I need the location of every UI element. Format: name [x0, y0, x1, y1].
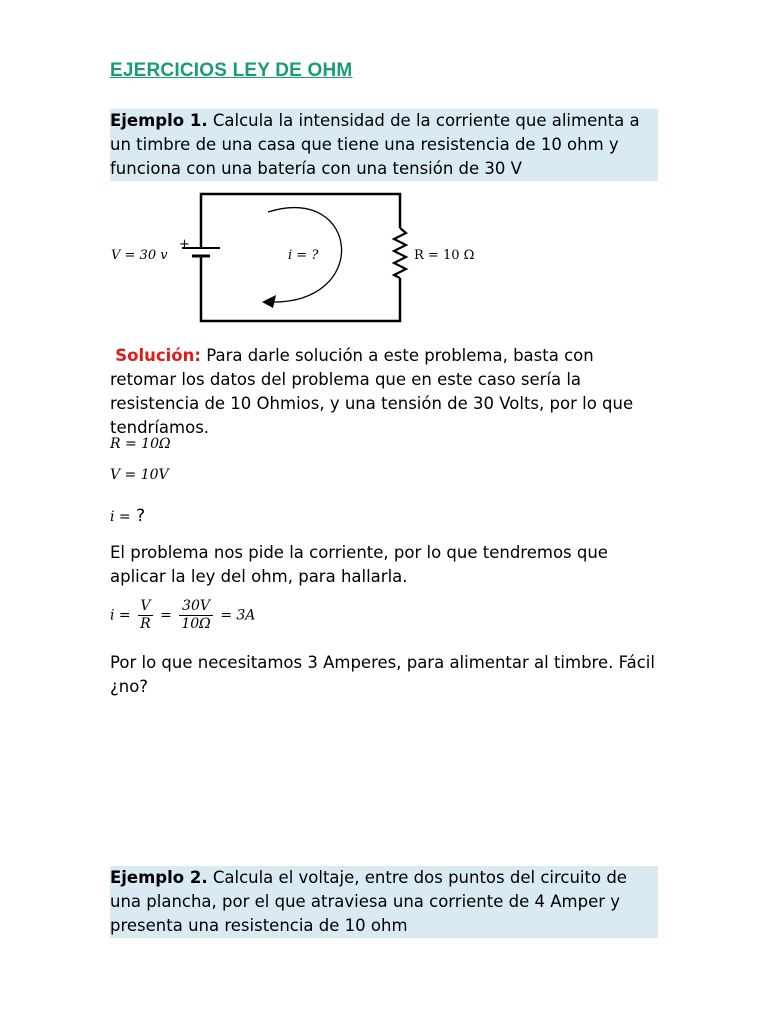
example-1-text: Calcula la intensidad de la corriente que alimenta a un timbre de una casa que tiene una resistencia de 10 ohm y funciona con una batería con una tensión de 30 V: [110, 111, 640, 178]
current-label: i = ?: [288, 248, 319, 263]
formula-equals: =: [160, 607, 172, 624]
fraction-v-over-r: [138, 598, 153, 633]
v-value-line: V = 10V: [110, 467, 169, 483]
circuit-wire-bottom: [201, 265, 400, 321]
i-question: ?: [130, 506, 146, 526]
fraction-r: R: [140, 616, 151, 632]
current-arrow-icon: [262, 295, 276, 308]
example-1-box: [110, 109, 658, 181]
circuit-diagram: [110, 188, 490, 328]
example-2-box: [110, 866, 658, 938]
solution-label: Solución:: [115, 346, 201, 365]
voltage-label: V = 30 v: [111, 248, 168, 263]
paragraph-conclusion: Por lo que necesitamos 3 Amperes, para alimentar al timbre. Fácil ¿no?: [110, 653, 655, 696]
fraction-10ohm: 10Ω: [181, 616, 211, 632]
example-1-label: Ejemplo 1.: [110, 111, 208, 130]
resistance-label: R = 10 Ω: [414, 248, 475, 263]
r-value-line: R = 10Ω: [110, 436, 171, 452]
solution-paragraph: [110, 344, 655, 440]
i-unknown-line: [110, 506, 145, 526]
solution-text: Para darle solución a este problema, basta con retomar los datos del problema que en este caso sería la resistencia de 10 Ohmios, y una tensión de 30 Volts, por lo que tendríamos.: [110, 346, 634, 437]
example-2-text: Calcula el voltaje, entre dos puntos del circuito de una plancha, por el que atraviesa una corriente de 4 Amper y presenta una resistencia de 10 ohm: [110, 868, 627, 935]
paragraph-ohm-law: El problema nos pide la corriente, por lo que tendremos que aplicar la ley del ohm, para hallarla.: [110, 543, 608, 586]
fraction-30v: 30V: [179, 598, 212, 616]
formula-result: = 3A: [220, 607, 256, 624]
fraction-v: V: [138, 598, 153, 616]
fraction-values: [179, 598, 212, 633]
battery-plus: +: [179, 237, 190, 252]
page-title: EJERCICIOS LEY DE OHM: [110, 60, 353, 81]
resistor-symbol: [394, 228, 406, 278]
i-prefix: i =: [110, 509, 131, 525]
example-2-label: Ejemplo 2.: [110, 868, 208, 887]
circuit-wire-top: [201, 194, 400, 235]
ohm-formula: [110, 598, 255, 633]
formula-lhs: i =: [110, 607, 131, 624]
